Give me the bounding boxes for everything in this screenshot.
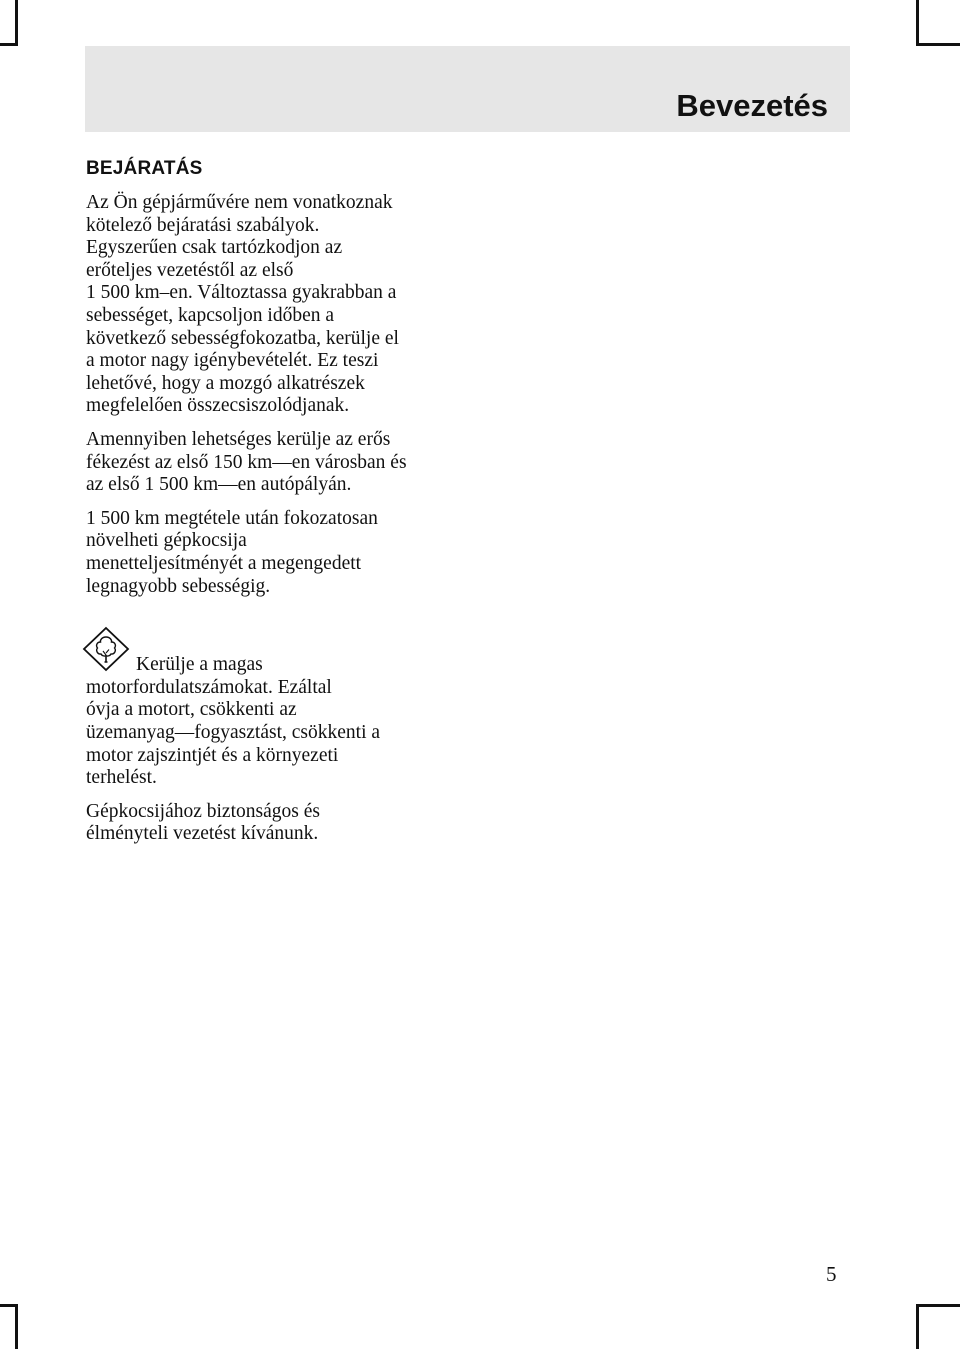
crop-mark-bottom-left-horizontal [0,1304,18,1307]
eco-note-text: Kerülje a magas motorfordulatszámokat. Ezáltal óvja a motort, csökkenti az üzemanyag—fogyasztást, csökkenti a motor zajszintjét és a környezeti terhelést. [86,654,381,789]
section-title: Bevezetés [676,88,828,123]
header-band [85,46,850,132]
page-number: 5 [826,1262,837,1286]
crop-mark-top-left-vertical [15,0,18,46]
crop-mark-bottom-right-vertical [916,1304,919,1349]
eco-note [86,609,486,790]
crop-mark-top-right-vertical [916,0,919,46]
speed-paragraph: 1 500 km megtétele után fokozatosan növelheti gépkocsija menetteljesítményét a megengedett legnagyobb sebességig. [86,507,378,597]
crop-mark-bottom-left-vertical [15,1304,18,1349]
crop-mark-bottom-right-horizontal [916,1304,960,1307]
crop-mark-top-right-horizontal [916,43,960,46]
main-content [86,156,486,857]
environment-tree-icon [82,626,130,672]
crop-mark-top-left-horizontal [0,43,18,46]
braking-paragraph: Amennyiben lehetséges kerülje az erős fékezést az első 150 km—en városban és az első 1 500 km—en autópályán. [86,428,407,496]
page-heading: BEJÁRATÁS [86,158,203,179]
intro-paragraph: Az Ön gépjárművére nem vonatkoznak kötelező bejáratási szabályok. Egyszerűen csak tartózkodjon az erőteljes vezetéstől az első 1 500 km–en. Változtassa gyakrabban a sebességet, kapcsoljon időben a következő sebességfokozatba, kerülje el a motor nagy igénybevételét. Ez teszi lehetővé, hogy a mozgó alkatrészek megfelelően összecsiszolódjanak. [86,192,399,417]
closing-paragraph: Gépkocsijához biztonságos és élményteli vezetést kívánunk. [86,800,320,845]
